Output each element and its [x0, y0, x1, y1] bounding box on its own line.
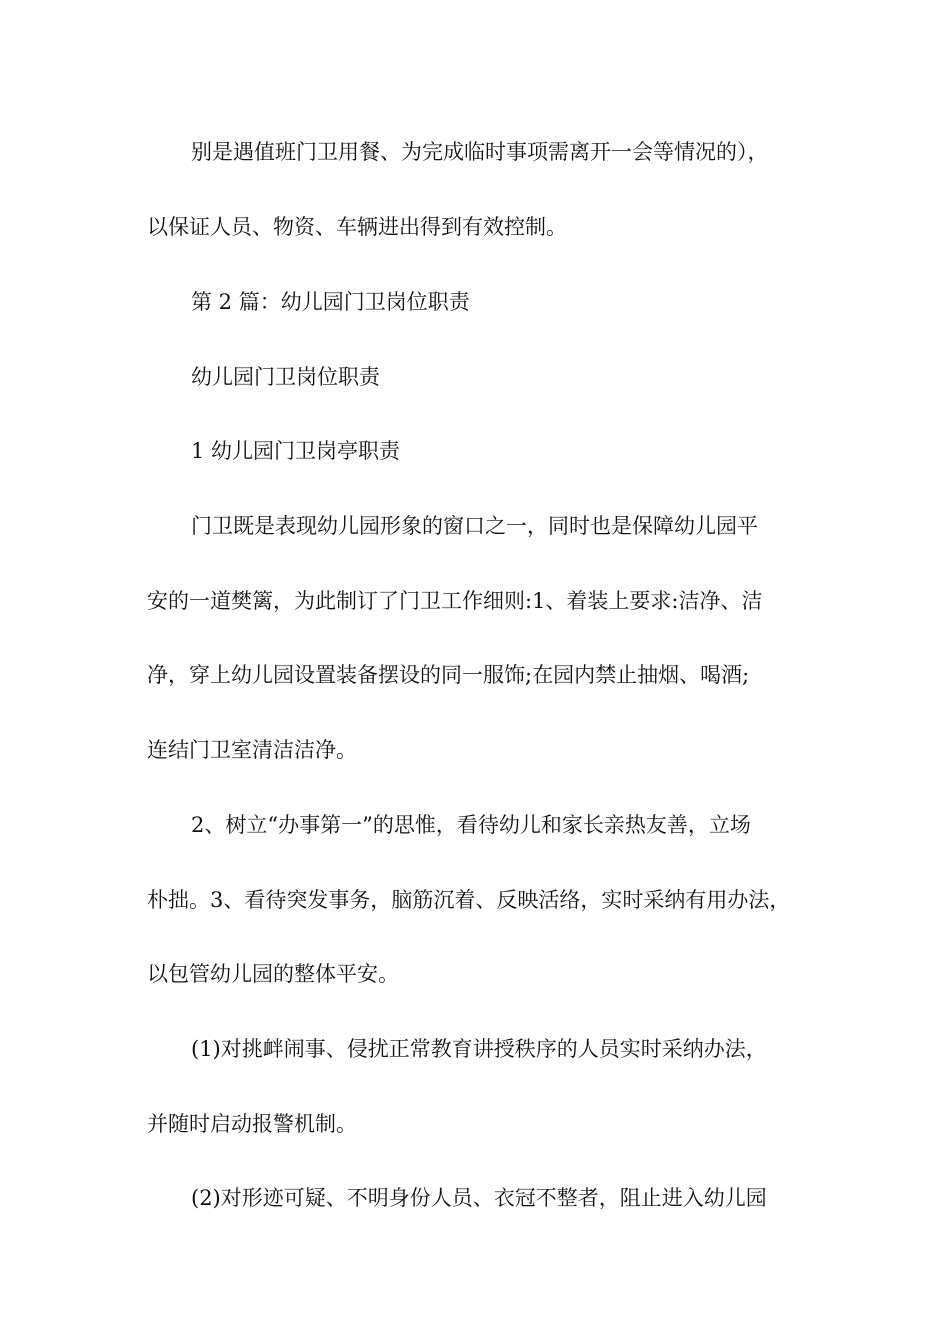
paragraph-line: 门卫既是表现幼儿园形象的窗口之一，同时也是保障幼儿园平	[191, 514, 758, 538]
paragraph-line: 安的一道樊篱，为此制订了门卫工作细则:1、着装上要求:洁净、洁	[147, 589, 763, 613]
paragraph-line: 以包管幼儿园的整体平安。	[147, 962, 399, 986]
list-item: (1)对挑衅闹事、侵扰正常教育讲授秩序的人员实时采纳办法，	[191, 1037, 767, 1061]
paragraph-line: 2、树立“办事第一”的思惟，看待幼儿和家长亲热友善，立场	[191, 813, 751, 837]
document-title: 幼儿园门卫岗位职责	[191, 365, 380, 389]
paragraph-line: 连结门卫室清洁洁净。	[147, 738, 357, 762]
paragraph-line: 朴拙。3、看待突发事务，脑筋沉着、反映活络，实时采纳有用办法，	[147, 888, 791, 912]
subsection-heading: 1 幼儿园门卫岗亭职责	[191, 439, 401, 463]
list-item: (2)对形迹可疑、不明身份人员、衣冠不整者，阻止进入幼儿园	[191, 1186, 767, 1210]
paragraph-line: 以保证人员、物资、车辆进出得到有效控制。	[147, 215, 567, 239]
paragraph-line: 别是遇值班门卫用餐、为完成临时事项需离开一会等情况的），	[191, 140, 769, 164]
paragraph-line: 净，穿上幼儿园设置装备摆设的同一服饰;在园内禁止抽烟、喝酒;	[147, 663, 750, 687]
list-item-continuation: 并随时启动报警机制。	[147, 1112, 357, 1136]
section-heading: 第 2 篇：幼儿园门卫岗位职责	[191, 290, 470, 314]
